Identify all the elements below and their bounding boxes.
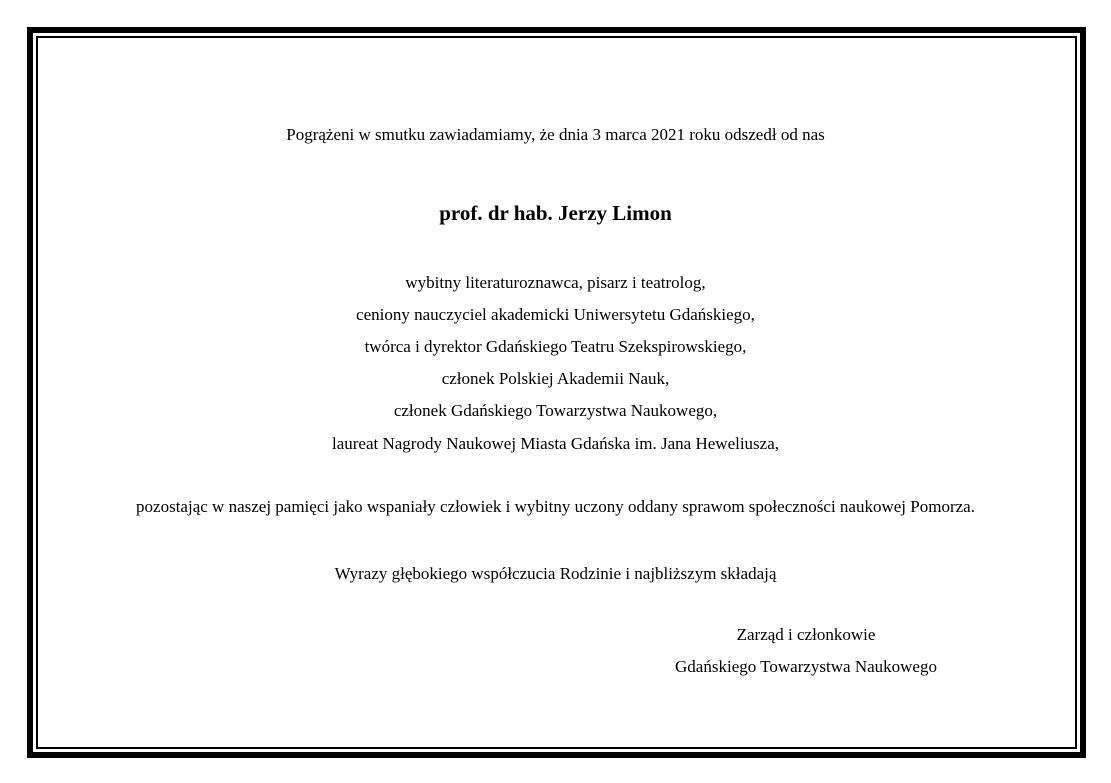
role-line: ceniony nauczyciel akademicki Uniwersytetu Gdańskiego, xyxy=(356,305,755,324)
role-line: laureat Nagrody Naukowej Miasta Gdańska im. Jana Heweliusza, xyxy=(331,434,780,453)
role-line: wybitny literaturoznawca, pisarz i teatrolog, xyxy=(405,273,706,292)
signature-line-1: Zarząd i członkowie xyxy=(736,625,876,644)
signature-line-2: Gdańskiego Towarzystwa Naukowego xyxy=(675,657,937,676)
role-line: członek Polskiej Akademii Nauk, xyxy=(441,369,670,388)
memory-text: pozostając w naszej pamięci jako wspaniały człowiek i wybitny uczony oddany sprawom społeczności naukowej Pomorza. xyxy=(136,497,975,516)
role-line: członek Gdańskiego Towarzystwa Naukowego, xyxy=(393,401,718,420)
deceased-name: prof. dr hab. Jerzy Limon xyxy=(439,201,672,225)
condolences-text: Wyrazy głębokiego współczucia Rodzinie i najbliższym składają xyxy=(334,564,777,583)
role-line: twórca i dyrektor Gdańskiego Teatru Szekspirowskiego, xyxy=(364,337,747,356)
intro-text: Pogrążeni w smutku zawiadamiamy, że dnia 3 marca 2021 roku odszedł od nas xyxy=(286,125,825,144)
